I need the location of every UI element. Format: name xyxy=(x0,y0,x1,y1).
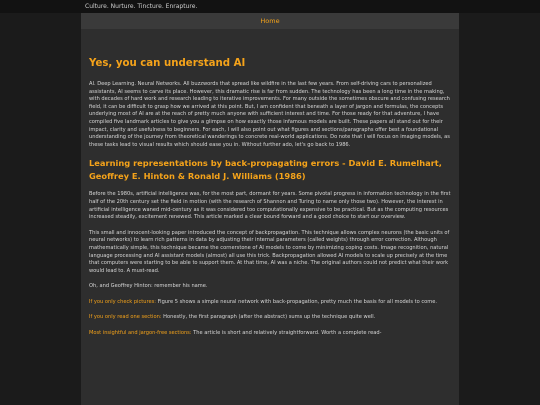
article-title: Yes, you can understand AI xyxy=(89,58,246,69)
tip-label: If you only read one section: xyxy=(89,314,162,321)
tip-label: Most insightful and jargon-free sections: xyxy=(89,330,192,337)
tip-text: Honestly, the first paragraph (after the abstract) sums up the technique quite well. xyxy=(161,314,376,321)
section-paragraph: This small and innocent-looking paper introduced the concept of backpropagation. This technique allows complex neurons (the basic units of neural networks) to learn rich patterns in data by adjusting their internal parameters (called weights) through error correction. Although mathematically simple, this technique became the cornerstone of AI models to come by minimizing coping costs. Image recognition, natural language processing and AI assistant models (almost) all use this trick. Backpropagation allowed AI models to scale up precisely at the time that computers were starting to be able to support them. At that time, AI was a niche. The original authors could not predict what their work would lead to. A must-read. xyxy=(89,229,450,274)
tip-pictures xyxy=(89,299,451,307)
page-container xyxy=(81,13,459,405)
section-heading: Learning representations by back-propagating errors - David E. Rumelhart, Geoffrey E. Hinton & Ronald J. Williams (1986) xyxy=(89,158,442,182)
nav-home-link[interactable]: Home xyxy=(260,17,280,25)
tip-insightful xyxy=(89,330,451,338)
tip-text: Figure 5 shows a simple neural network with back-propagation, pretty much the basis for all models to come. xyxy=(155,298,437,305)
article-intro: AI. Deep Learning. Neural Networks. All buzzwords that spread like wildfire in the last few years. From self-driving cars to personalized assistants, AI seems to carve its place. However, this dramatic rise is far from sudden. The technology has been a long time in the making, with decades of hard work and research leading to iterative improvements. For many outside the sometimes obscure and confusing research field, it can be difficult to grasp how we arrived at this point. But, I am confident that beneath a layer of jargon and formulas, the concepts underlying most of AI are at the reach of pretty much anyone with sufficient interest and time. For those ready for that adventure, I have compiled five landmark articles to give you a glimpse on how exactly those infamous models are built. These papers all stand out for their impact, clarity and usefulness to beginners. For each, I will also point out what figures and sections/paragraphs offer best a foundational understanding of the journey from theoretical wanderings to concrete real-world applications. Do note that I will focus on imaging models, as these tasks lead to visual results which should ease you in. Without further ado, let's go back to 1986. xyxy=(89,81,450,148)
tip-one-section xyxy=(89,314,451,322)
section-paragraph: Before the 1980s, artificial intelligence was, for the most part, dormant for years. Some pivotal progress in information technology in the first half of the 20th century set the field in motion (with the research of Shannon and Turing to name only those two). However, the interest in artificial intelligence waned mid-century as it was considered too computationally expensive to be practical. But as the computing resources increased steadily, excitement renewed. This article marked a clear bound forward and a good choice to start our overview. xyxy=(89,191,451,221)
site-tagline-bar xyxy=(0,0,540,13)
tip-text: The article is short and relatively straightforward. Worth a complete read- xyxy=(191,330,382,337)
nav-bar xyxy=(81,13,459,29)
tip-label: If you only check pictures: xyxy=(89,298,156,305)
site-tagline: Culture. Nurture. Tincture. Enrapture. xyxy=(85,3,198,10)
article-content xyxy=(81,29,459,338)
section-paragraph: Oh, and Geoffrey Hinton: remember his name. xyxy=(89,283,208,290)
